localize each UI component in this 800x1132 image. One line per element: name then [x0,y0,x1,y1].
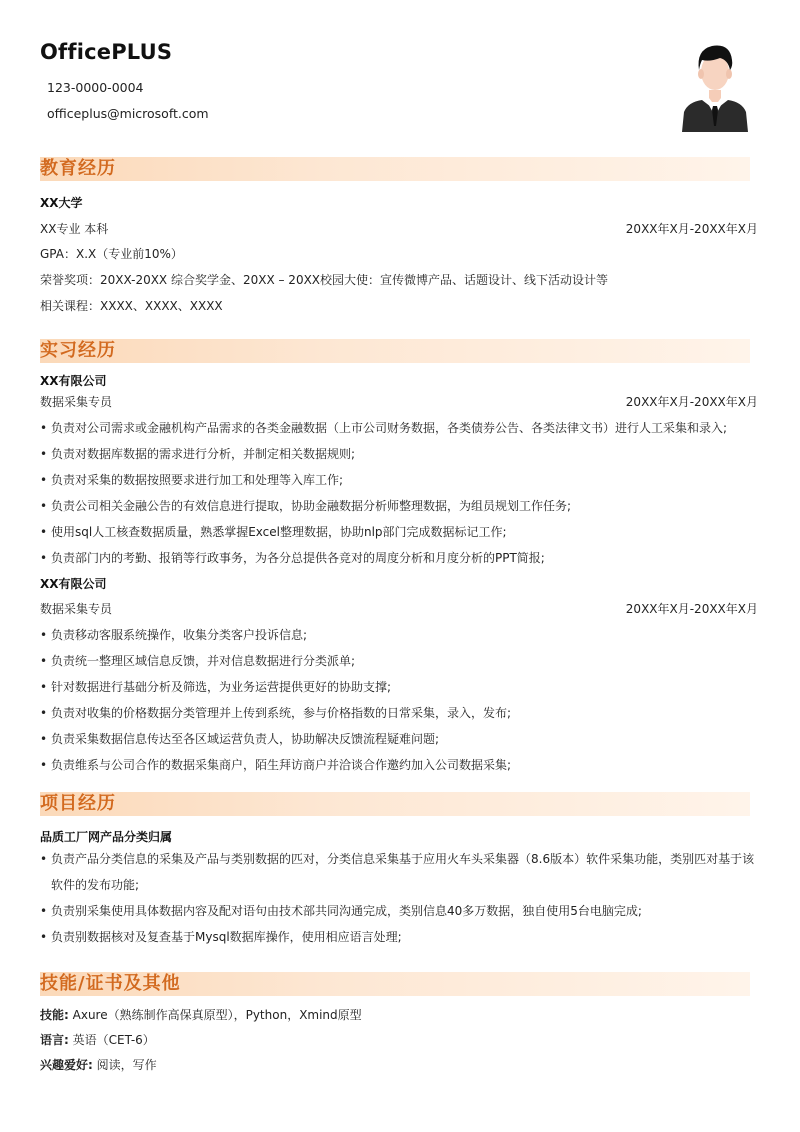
company-name: XX有限公司 [40,577,107,591]
job-date: 20XX年X月-20XX年X月 [625,395,758,409]
honors: 荣誉奖项：20XX-20XX 综合奖学金、20XX – 20XX校园大使：宣传微博产品、话题设计、线下活动设计等 [40,273,609,287]
list-item: • 负责产品分类信息的采集及产品与类别数据的匹对，分类信息采集基于应用火车头采集器（8.6版本）软件采集功能，类别匹对基于该 [40,852,755,866]
school-name: XX大学 [40,196,83,210]
courses: 相关课程：XXXX、XXXX、XXXX [40,299,223,313]
list-item: • 负责移动客服系统操作，收集分类客户投诉信息; [40,628,308,642]
list-item: • 负责采集数据信息传达至各区域运营负责人，协助解决反馈流程疑难问题; [40,732,440,746]
phone-number: 123-0000-0004 [47,80,144,95]
skills-line: 技能: Axure（熟练制作高保真原型），Python，Xmind原型 [40,1008,362,1022]
list-item: • 负责对公司需求或金融机构产品需求的各类金融数据（上市公司财务数据，各类债券公告、各类法律文书）进行人工采集和录入; [40,421,728,435]
list-item: • 负责统一整理区域信息反馈，并对信息数据进行分类派单; [40,654,356,668]
gpa: GPA：X.X（专业前10%） [40,247,183,261]
company-name: XX有限公司 [40,374,107,388]
candidate-name: OfficePLUS [40,40,173,64]
internship-section-header [40,339,750,363]
hobby-line: 兴趣爱好: 阅读，写作 [40,1058,157,1072]
list-item: • 负责别数据核对及复查基于Mysql数据库操作，使用相应语言处理; [40,930,402,944]
job-date: 20XX年X月-20XX年X月 [625,602,758,616]
list-item: • 负责对数据库数据的需求进行分析，并制定相关数据规则; [40,447,356,461]
list-item-continuation: 软件的发布功能; [51,878,140,892]
job-role: 数据采集专员 [40,602,113,616]
project-name: 品质工厂网产品分类归属 [40,830,173,844]
projects-section-header [40,792,750,816]
avatar-icon [680,40,750,132]
list-item: • 负责公司相关金融公告的有效信息进行提取，协助金融数据分析师整理数据，为组员规划工作任务; [40,499,572,513]
section-title: 教育经历 [40,158,116,179]
list-item: • 负责部门内的考勤、报销等行政事务，为各分总提供各竞对的周度分析和月度分析的PPT简报; [40,551,545,565]
list-item: • 使用sql人工核查数据质量，熟悉掌握Excel整理数据，协助nlp部门完成数据标记工作; [40,525,507,539]
section-title: 项目经历 [40,793,116,814]
list-item: • 负责对收集的价格数据分类管理并上传到系统，参与价格指数的日常采集，录入，发布; [40,706,512,720]
job-role: 数据采集专员 [40,395,113,409]
list-item: • 负责维系与公司合作的数据采集商户，陌生拜访商户并洽谈合作邀约加入公司数据采集; [40,758,512,772]
list-item: • 针对数据进行基础分析及筛选，为业务运营提供更好的协助支撑; [40,680,392,694]
education-section-header [40,157,750,181]
list-item: • 负责别采集使用具体数据内容及配对语句由技术部共同沟通完成，类别信息40多万数据，独自使用5台电脑完成; [40,904,642,918]
email-address: officeplus@microsoft.com [47,106,209,121]
section-title: 实习经历 [40,340,116,361]
language-line: 语言: 英语（CET-6） [40,1033,155,1047]
section-title: 技能/证书及其他 [40,973,181,994]
major-degree: XX专业 本科 [40,222,109,236]
list-item: • 负责对采集的数据按照要求进行加工和处理等入库工作; [40,473,344,487]
skills-section-header [40,972,750,996]
education-date: 20XX年X月-20XX年X月 [625,222,758,236]
